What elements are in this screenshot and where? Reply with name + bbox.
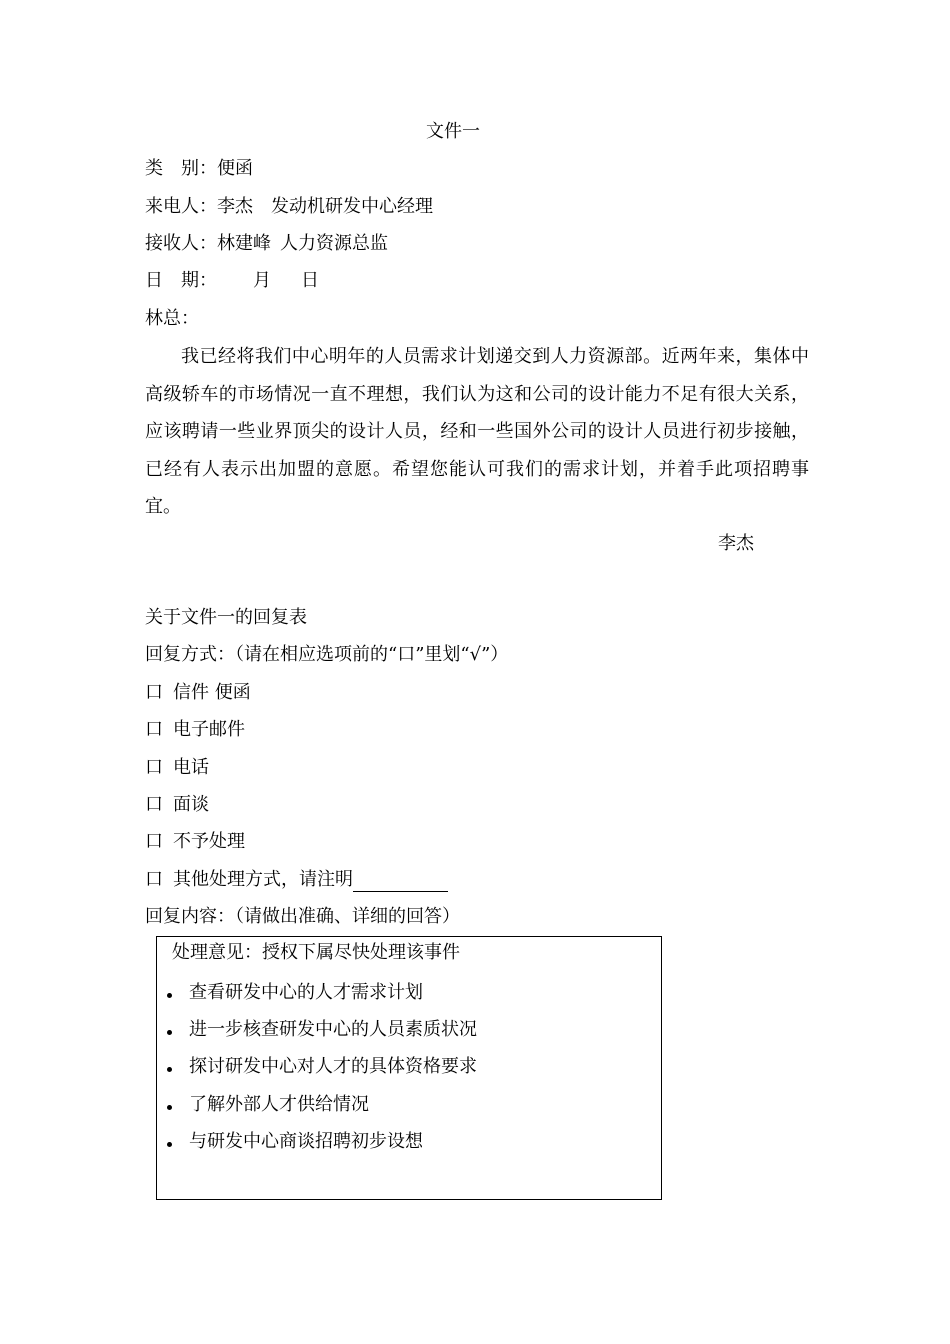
reply-item-text: 探讨研发中心对人才的具体资格要求 bbox=[189, 1056, 477, 1077]
sender-label: 来电人： bbox=[145, 196, 217, 217]
bullet-icon bbox=[167, 1067, 172, 1072]
receiver-position: 人力资源总监 bbox=[280, 233, 388, 254]
date-label: 日 期： bbox=[145, 270, 217, 291]
letter-body: 我已经将我们中心明年的人员需求计划递交到人力资源部。近两年来，集体中高级轿车的市场情况一直不理想，我们认为这和公司的设计能力不足有很大关系，应该聘请一些业界顶尖的设计人员，经和一些国外公司的设计人员进行初步接触，已经有人表示出加盟的意愿。希望您能认可我们的需求计划，并着手此项招聘事宜。 bbox=[145, 346, 809, 517]
option-phone[interactable] bbox=[145, 756, 209, 780]
bullet-icon bbox=[167, 993, 172, 998]
receiver-label: 接收人： bbox=[145, 233, 217, 254]
reply-content-label: 回复内容：（请做出准确、详细的回答） bbox=[145, 906, 460, 927]
document-title: 文件一 bbox=[426, 121, 480, 142]
bullet-icon bbox=[167, 1142, 172, 1147]
reply-form-title: 关于文件一的回复表 bbox=[145, 607, 307, 628]
option-email[interactable] bbox=[145, 718, 245, 742]
reply-list-item bbox=[167, 1018, 477, 1042]
option-label: 面谈 bbox=[173, 794, 209, 815]
reply-item-text: 进一步核查研发中心的人员素质状况 bbox=[189, 1019, 477, 1040]
other-method-field[interactable] bbox=[353, 871, 448, 892]
reply-list-item bbox=[167, 1055, 477, 1079]
checkbox-icon[interactable]: 口 bbox=[145, 757, 163, 778]
signature: 李杰 bbox=[718, 533, 754, 554]
date-row bbox=[145, 269, 319, 293]
option-label: 信件 便函 bbox=[173, 682, 251, 703]
date-day: 日 bbox=[301, 270, 319, 291]
checkbox-icon[interactable]: 口 bbox=[145, 869, 163, 890]
sender-position: 发动机研发中心经理 bbox=[271, 196, 433, 217]
option-label: 电话 bbox=[173, 757, 209, 778]
bullet-icon bbox=[167, 1030, 172, 1035]
bullet-icon bbox=[167, 1105, 172, 1110]
receiver-row bbox=[145, 232, 388, 256]
checkbox-icon[interactable]: 口 bbox=[145, 794, 163, 815]
reply-list-item bbox=[167, 1093, 369, 1117]
checkbox-icon[interactable]: 口 bbox=[145, 831, 163, 852]
reply-list-item bbox=[167, 981, 423, 1005]
checkbox-icon[interactable]: 口 bbox=[145, 719, 163, 740]
option-letter[interactable] bbox=[145, 681, 251, 705]
option-no-action[interactable] bbox=[145, 830, 245, 854]
reply-item-text: 查看研发中心的人才需求计划 bbox=[189, 982, 423, 1003]
option-label: 其他处理方式，请注明 bbox=[173, 869, 353, 890]
reply-heading: 处理意见：授权下属尽快处理该事件 bbox=[172, 942, 460, 963]
option-label: 不予处理 bbox=[173, 831, 245, 852]
reply-method-label: 回复方式：（请在相应选项前的“口”里划“√”） bbox=[145, 644, 509, 665]
option-meeting[interactable] bbox=[145, 793, 209, 817]
reply-item-text: 与研发中心商谈招聘初步设想 bbox=[189, 1131, 423, 1152]
category-label: 类 别： bbox=[145, 158, 217, 179]
reply-list-item bbox=[167, 1130, 423, 1154]
sender-name: 李杰 bbox=[217, 196, 253, 217]
salutation: 林总： bbox=[145, 308, 199, 329]
date-month: 月 bbox=[253, 270, 271, 291]
category-value: 便函 bbox=[217, 158, 253, 179]
sender-row bbox=[145, 195, 433, 219]
option-label: 电子邮件 bbox=[173, 719, 245, 740]
option-other[interactable] bbox=[145, 868, 448, 892]
reply-item-text: 了解外部人才供给情况 bbox=[189, 1094, 369, 1115]
receiver-name: 林建峰 bbox=[217, 233, 271, 254]
checkbox-icon[interactable]: 口 bbox=[145, 682, 163, 703]
category-row bbox=[145, 157, 253, 181]
reply-content-box[interactable] bbox=[156, 936, 662, 1200]
